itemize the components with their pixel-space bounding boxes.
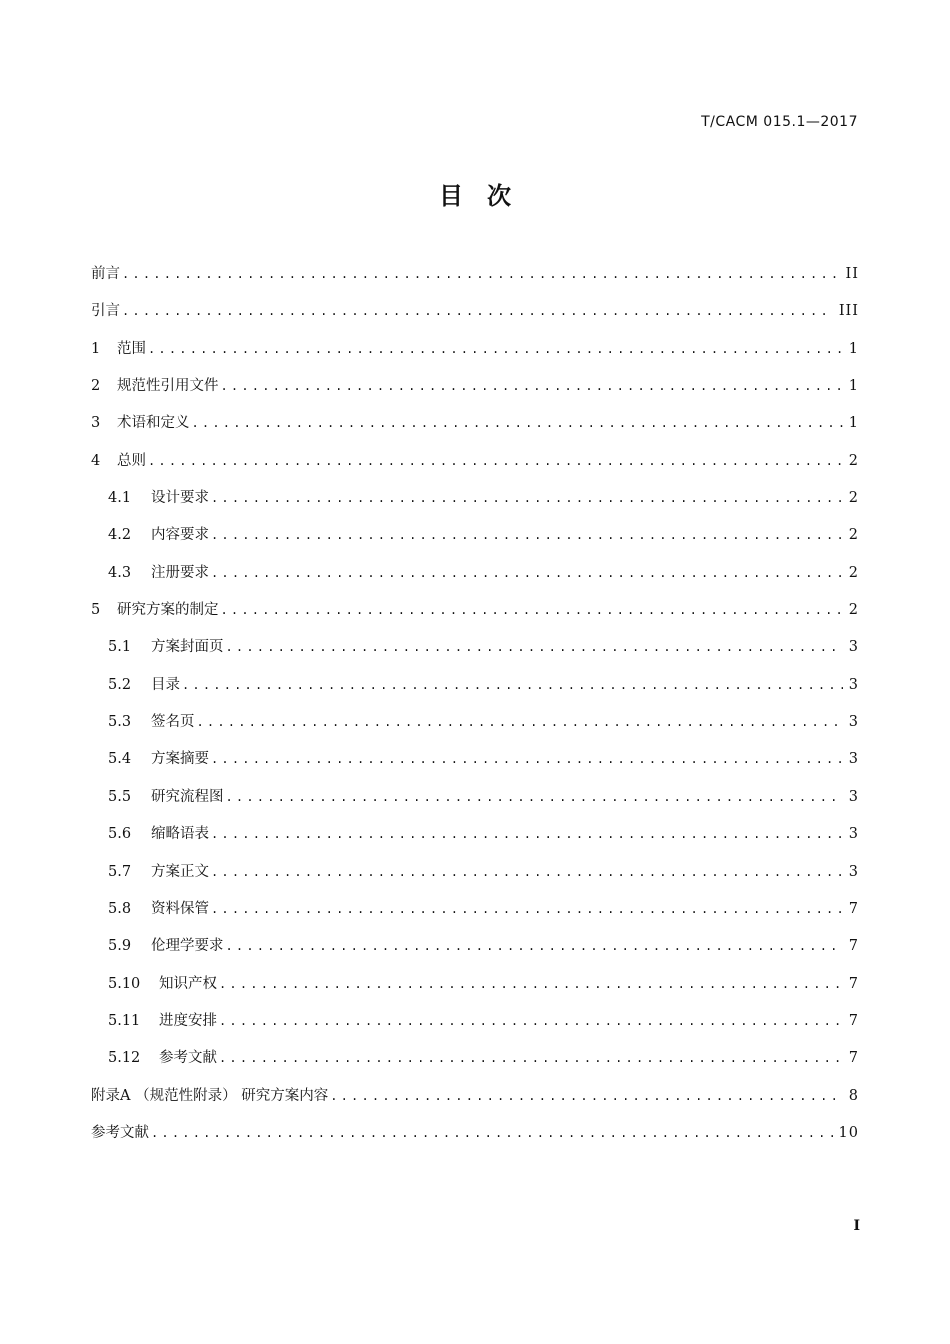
toc-entry-page: 2 [848,564,859,581]
toc-entry-page: 7 [848,1050,859,1067]
toc-entry-page: 1 [848,415,859,432]
toc-entry-title: 注册要求 [151,564,209,581]
toc-entry-number: 5.10 [108,975,141,992]
toc-leader-dots [219,1009,843,1033]
toc-entry-title: 目录 [151,676,180,693]
toc-leader-dots [211,747,843,771]
toc-entry-appendix-a[interactable] [91,1084,859,1121]
toc-leader-dots [226,934,843,958]
toc-leader-dots [122,299,833,323]
toc-entry-5-10[interactable] [91,972,859,1009]
toc-entry-5-2[interactable] [91,673,859,710]
toc-entry-5-6[interactable] [91,822,859,859]
toc-entry-4-2[interactable] [91,523,859,560]
toc-entry-page: 3 [848,714,859,731]
toc-entry-title: 知识产权 [159,975,217,992]
toc-entry-title: 范围 [117,340,146,357]
toc-entry-page: 3 [848,639,859,656]
toc-entry-title: 方案正文 [151,863,209,880]
toc-entry-title: 参考文献 [159,1050,217,1067]
toc-leader-dots [221,374,843,398]
toc-entry-page: 8 [848,1087,859,1104]
toc-entry-title: 引言 [91,303,120,320]
toc-entry-normative-references[interactable] [91,374,859,411]
toc-entry-number: 5.6 [108,826,132,843]
toc-entry-5-3[interactable] [91,710,859,747]
toc-entry-5-11[interactable] [91,1009,859,1046]
toc-entry-title: 研究方案的制定 [117,602,219,619]
table-of-contents [91,262,859,1158]
toc-entry-number: 5.1 [108,639,132,656]
toc-leader-dots [226,635,843,659]
toc-entry-5-12[interactable] [91,1046,859,1083]
toc-entry-title: 设计要求 [151,490,209,507]
toc-leader-dots [330,1084,843,1108]
toc-entry-5-1[interactable] [91,635,859,672]
toc-entry-number: 2 [91,378,101,395]
toc-entry-page: 3 [848,751,859,768]
toc-leader-dots [211,523,843,547]
toc-entry-5-7[interactable] [91,860,859,897]
toc-leader-dots [151,1121,833,1145]
page-title: 目 次 [439,182,511,210]
toc-entry-page: 7 [848,1012,859,1029]
page-number: I [853,1218,860,1234]
toc-leader-dots [192,411,843,435]
toc-leader-dots [211,822,843,846]
toc-entry-page: 1 [848,378,859,395]
toc-entry-number: 4 [91,452,101,469]
toc-entry-number: 4.3 [108,564,132,581]
toc-entry-title: 规范性引用文件 [117,378,219,395]
toc-entry-4-1[interactable] [91,486,859,523]
toc-entry-title: 方案摘要 [151,751,209,768]
toc-entry-title: 签名页 [151,714,195,731]
toc-entry-page: 7 [848,938,859,955]
toc-entry-number: 5.4 [108,751,132,768]
toc-entry-number: 1 [91,340,101,357]
toc-entry-number: 5.11 [108,1012,141,1029]
toc-entry-introduction[interactable] [91,299,859,336]
toc-entry-title: 进度安排 [159,1012,217,1029]
toc-leader-dots [226,785,843,809]
toc-entry-number: 5 [91,602,101,619]
toc-entry-title: 术语和定义 [117,415,190,432]
toc-entry-terms-definitions[interactable] [91,411,859,448]
toc-leader-dots [122,262,840,286]
toc-entry-title: 前言 [91,266,120,282]
toc-entry-page: 2 [848,602,859,619]
toc-entry-page: 3 [848,826,859,843]
toc-entry-page: 7 [848,900,859,917]
toc-entry-page: 2 [848,527,859,544]
toc-entry-page: 7 [848,975,859,992]
toc-entry-title: 伦理学要求 [151,938,224,955]
toc-leader-dots [148,449,843,473]
toc-entry-number: 4.2 [108,527,132,544]
toc-entry-number: 3 [91,415,101,432]
toc-entry-title: 研究流程图 [151,788,224,805]
toc-entry-page: 3 [848,676,859,693]
toc-entry-number: 4.1 [108,490,132,507]
toc-entry-title: 资料保管 [151,900,209,917]
toc-leader-dots [148,337,843,361]
toc-entry-page: II [845,266,859,282]
toc-entry-page: 10 [838,1124,859,1141]
toc-entry-scope[interactable] [91,337,859,374]
toc-entry-general-principles[interactable] [91,449,859,486]
toc-leader-dots [197,710,843,734]
toc-entry-title: 方案封面页 [151,639,224,656]
toc-leader-dots [219,972,843,996]
toc-leader-dots [211,897,843,921]
toc-entry-preface[interactable] [91,262,859,299]
toc-entry-title: 附录A （规范性附录） 研究方案内容 [91,1087,329,1104]
toc-leader-dots [211,860,843,884]
toc-leader-dots [211,486,843,510]
toc-entry-page: 2 [848,452,859,469]
toc-entry-title: 参考文献 [91,1124,149,1141]
toc-entry-page: 1 [848,340,859,357]
toc-entry-page: 2 [848,490,859,507]
toc-entry-number: 5.7 [108,863,132,880]
toc-entry-5-8[interactable] [91,897,859,934]
toc-entry-title: 总则 [117,452,146,469]
toc-leader-dots [182,673,843,697]
toc-entry-5-4[interactable] [91,747,859,784]
toc-entry-number: 5.9 [108,938,132,955]
toc-entry-page: III [838,303,859,320]
toc-entry-number: 5.2 [108,676,132,693]
toc-entry-number: 5.8 [108,900,132,917]
toc-entry-page: 3 [848,863,859,880]
toc-entry-protocol-development[interactable] [91,598,859,635]
toc-leader-dots [221,598,843,622]
toc-entry-title: 内容要求 [151,527,209,544]
standard-code: T/CACM 015.1—2017 [701,114,858,130]
toc-entry-5-5[interactable] [91,785,859,822]
toc-entry-number: 5.12 [108,1050,141,1067]
toc-leader-dots [219,1046,843,1070]
toc-entry-number: 5.5 [108,788,132,805]
toc-entry-page: 3 [848,788,859,805]
toc-entry-number: 5.3 [108,714,132,731]
toc-entry-4-3[interactable] [91,561,859,598]
toc-entry-5-9[interactable] [91,934,859,971]
toc-entry-bibliography[interactable] [91,1121,859,1158]
toc-leader-dots [211,561,843,585]
toc-entry-title: 缩略语表 [151,826,209,843]
